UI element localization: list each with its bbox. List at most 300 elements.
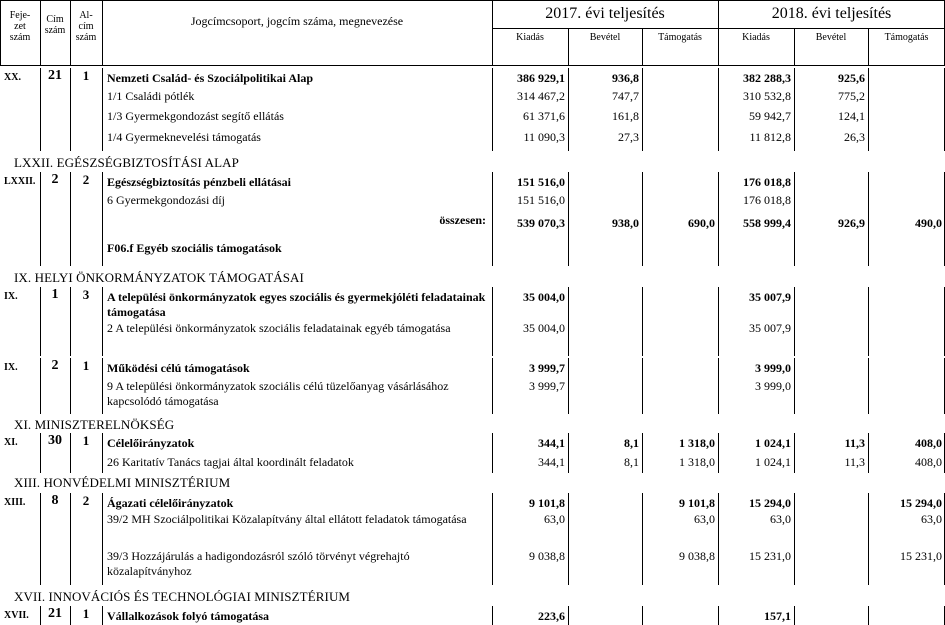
row-divider — [868, 548, 869, 585]
header-vline — [642, 28, 643, 66]
amount-cell: 151 516,0 — [517, 193, 565, 207]
row-divider — [794, 88, 795, 108]
row-divider — [642, 129, 643, 151]
row-divider — [492, 68, 493, 88]
table-row — [0, 548, 945, 585]
row-divider — [492, 378, 493, 414]
amount-cell: 925,6 — [838, 71, 865, 85]
row-divider — [568, 108, 569, 129]
row-divider — [40, 511, 41, 548]
row-divider — [40, 88, 41, 108]
header-vline — [0, 0, 1, 66]
row-divider — [718, 238, 719, 266]
amount-cell: 310 532,8 — [743, 89, 791, 103]
table-row — [0, 320, 945, 356]
table-row — [0, 511, 945, 548]
row-divider — [718, 213, 719, 238]
row-divider — [70, 68, 71, 88]
row-divider — [492, 320, 493, 356]
amount-cell: 539 070,3 — [517, 216, 565, 230]
amount-cell: 8,1 — [624, 436, 639, 450]
row-divider — [102, 378, 103, 414]
amount-cell: 938,0 — [612, 216, 639, 230]
row-divider — [794, 433, 795, 454]
row-divider — [718, 320, 719, 356]
amount-cell: 11,3 — [844, 436, 865, 450]
title-number: 1 — [51, 287, 59, 302]
row-divider — [642, 378, 643, 414]
row-divider — [568, 433, 569, 454]
row-divider — [642, 238, 643, 266]
amount-cell: 15 294,0 — [900, 496, 942, 510]
row-divider — [70, 88, 71, 108]
amount-cell: 3 999,7 — [529, 361, 565, 375]
row-divider — [794, 108, 795, 129]
row-divider — [492, 358, 493, 378]
amount-cell: 15 294,0 — [749, 496, 791, 510]
item-description: 26 Karitatív Tanács tagjai által koordinált feladatok — [107, 455, 354, 469]
row-divider — [70, 358, 71, 378]
row-divider — [718, 358, 719, 378]
item-description: 2 A települési önkormányzatok szociális feladatainak egyéb támogatása — [107, 321, 451, 335]
item-description: Működési célú támogatások — [107, 361, 250, 375]
table-header — [0, 0, 945, 66]
row-divider — [102, 88, 103, 108]
row-divider — [568, 213, 569, 238]
row-divider — [70, 108, 71, 129]
row-divider — [568, 493, 569, 511]
header-vline — [40, 0, 41, 66]
row-divider — [492, 108, 493, 129]
title-number: 21 — [48, 68, 62, 83]
table-row — [0, 433, 945, 454]
amount-cell: 63,0 — [921, 512, 942, 526]
item-description: Ágazati célelőirányzatok — [107, 496, 234, 510]
amount-cell: 161,8 — [612, 109, 639, 123]
row-divider — [642, 172, 643, 192]
row-divider — [868, 287, 869, 320]
section-title: XVII. INNOVÁCIÓS ÉS TECHNOLÓGIAI MINISZTÉRIUM — [14, 589, 351, 604]
row-divider — [70, 433, 71, 454]
subtitle-number: 2 — [82, 172, 90, 187]
table-row — [0, 192, 945, 213]
row-divider — [868, 213, 869, 238]
amount-cell: 408,0 — [915, 455, 942, 469]
row-divider — [868, 129, 869, 151]
subtitle-number: 1 — [82, 68, 90, 83]
table-row — [0, 213, 945, 238]
row-divider — [868, 493, 869, 511]
item-description: összesen: — [439, 213, 486, 227]
item-description: F06.f Egyéb szociális támogatások — [107, 241, 282, 255]
row-divider — [492, 511, 493, 548]
row-divider — [492, 172, 493, 192]
row-divider — [568, 320, 569, 356]
row-divider — [794, 454, 795, 473]
amount-cell: 35 004,0 — [523, 290, 565, 304]
row-divider — [40, 238, 41, 266]
row-divider — [794, 129, 795, 151]
row-divider — [718, 172, 719, 192]
row-divider — [642, 454, 643, 473]
subtitle-number: 1 — [82, 606, 90, 621]
amount-cell: 386 929,1 — [517, 71, 565, 85]
amount-cell: 3 999,7 — [529, 379, 565, 393]
row-divider — [40, 454, 41, 473]
amount-cell: 63,0 — [694, 512, 715, 526]
item-description: 1/4 Gyermeknevelési támogatás — [107, 130, 261, 144]
amount-cell: 35 007,9 — [749, 290, 791, 304]
row-divider — [102, 213, 103, 238]
row-divider — [40, 213, 41, 238]
row-divider — [492, 433, 493, 454]
row-divider — [794, 511, 795, 548]
row-divider — [718, 493, 719, 511]
row-divider — [868, 88, 869, 108]
row-divider — [40, 358, 41, 378]
table-row — [0, 454, 945, 473]
header-vline — [492, 0, 493, 66]
amount-cell: 490,0 — [915, 216, 942, 230]
row-divider — [568, 68, 569, 88]
row-divider — [718, 88, 719, 108]
table-row — [0, 108, 945, 129]
amount-cell: 3 999,0 — [755, 379, 791, 393]
row-divider — [102, 511, 103, 548]
row-divider — [568, 88, 569, 108]
row-divider — [568, 287, 569, 320]
section-heading — [0, 473, 945, 493]
amount-cell: 9 101,8 — [679, 496, 715, 510]
amount-cell: 35 007,9 — [749, 321, 791, 335]
amount-cell: 124,1 — [838, 109, 865, 123]
item-description: 39/3 Hozzájárulás a hadigondozásról szóló törvényt végrehajtó közalapítványhoz — [107, 549, 410, 578]
row-divider — [642, 606, 643, 625]
amount-cell: 63,0 — [770, 512, 791, 526]
row-divider — [70, 129, 71, 151]
amount-cell: 11 090,3 — [523, 130, 565, 144]
amount-cell: 558 999,4 — [743, 216, 791, 230]
row-divider — [568, 548, 569, 585]
row-divider — [70, 172, 71, 192]
row-divider — [102, 68, 103, 88]
row-divider — [102, 108, 103, 129]
row-divider — [642, 88, 643, 108]
header-fejezet: Feje- zet szám — [9, 10, 31, 43]
row-divider — [642, 511, 643, 548]
amount-cell: 1 318,0 — [679, 436, 715, 450]
row-divider — [568, 129, 569, 151]
row-divider — [568, 358, 569, 378]
header-cim: Cím szám — [44, 14, 66, 36]
row-divider — [794, 320, 795, 356]
row-divider — [642, 433, 643, 454]
header-vline — [868, 28, 869, 66]
chapter-number: LXXII. — [4, 176, 36, 187]
row-divider — [40, 108, 41, 129]
amount-cell: 35 004,0 — [523, 321, 565, 335]
section-heading — [0, 153, 945, 172]
section-title: LXXII. EGÉSZSÉGBIZTOSÍTÁSI ALAP — [14, 155, 239, 170]
item-description: Vállalkozások folyó támogatása — [107, 609, 269, 623]
item-description: 1/1 Családi pótlék — [107, 89, 195, 103]
amount-cell: 936,8 — [612, 71, 639, 85]
amount-cell: 9 101,8 — [529, 496, 565, 510]
amount-cell: 344,1 — [538, 455, 565, 469]
table-row — [0, 378, 945, 414]
table-row — [0, 606, 945, 625]
item-description: 6 Gyermekgondozási díj — [107, 193, 225, 207]
row-divider — [102, 238, 103, 266]
row-divider — [492, 606, 493, 625]
row-divider — [102, 493, 103, 511]
row-divider — [794, 238, 795, 266]
header-kiadas-2018: Kiadás — [742, 32, 770, 43]
chapter-number: XX. — [4, 72, 21, 83]
title-number: 2 — [51, 358, 59, 373]
amount-cell: 9 038,8 — [529, 549, 565, 563]
row-divider — [718, 454, 719, 473]
row-divider — [492, 88, 493, 108]
row-divider — [102, 287, 103, 320]
header-tamogatas-2017: Támogatás — [658, 32, 702, 43]
header-alcim: Al- cím szám — [75, 10, 97, 43]
row-divider — [492, 454, 493, 473]
row-divider — [70, 606, 71, 625]
row-divider — [40, 548, 41, 585]
amount-cell: 157,1 — [764, 609, 791, 623]
row-divider — [492, 213, 493, 238]
row-divider — [70, 454, 71, 473]
chapter-number: XIII. — [4, 497, 26, 508]
row-divider — [794, 378, 795, 414]
row-divider — [102, 358, 103, 378]
amount-cell: 176 018,8 — [743, 193, 791, 207]
table-row — [0, 88, 945, 108]
chapter-number: IX. — [4, 362, 18, 373]
amount-cell: 27,3 — [618, 130, 639, 144]
item-description: A települési önkormányzatok egyes szociális és gyermekjóléti feladatainak támogatása — [107, 290, 486, 319]
row-divider — [794, 606, 795, 625]
row-divider — [868, 511, 869, 548]
row-divider — [868, 606, 869, 625]
amount-cell: 8,1 — [624, 455, 639, 469]
row-divider — [642, 358, 643, 378]
row-divider — [70, 548, 71, 585]
row-divider — [794, 172, 795, 192]
row-divider — [40, 287, 41, 320]
row-divider — [102, 548, 103, 585]
item-description: Egészségbiztosítás pénzbeli ellátásai — [107, 175, 291, 189]
header-vline — [102, 0, 103, 66]
amount-cell: 3 999,0 — [755, 361, 791, 375]
title-number: 8 — [51, 493, 59, 508]
amount-cell: 1 024,1 — [755, 436, 791, 450]
row-divider — [718, 548, 719, 585]
amount-cell: 151 516,0 — [517, 175, 565, 189]
row-divider — [40, 320, 41, 356]
table-row — [0, 238, 945, 266]
table-row — [0, 287, 945, 320]
chapter-number: XVII. — [4, 610, 29, 621]
table-row — [0, 68, 945, 88]
header-tamogatas-2018: Támogatás — [884, 32, 929, 43]
section-title: XIII. HONVÉDELMI MINISZTÉRIUM — [14, 475, 231, 490]
amount-cell: 344,1 — [538, 436, 565, 450]
item-description: 39/2 MH Szociálpolitikai Közalapítvány által ellátott feladatok támogatása — [107, 512, 467, 526]
row-divider — [868, 454, 869, 473]
header-kiadas-2017: Kiadás — [516, 32, 544, 43]
row-divider — [102, 320, 103, 356]
header-bottom-border — [0, 65, 945, 66]
amount-cell: 176 018,8 — [743, 175, 791, 189]
header-year-2017: 2017. évi teljesítés — [545, 5, 665, 22]
row-divider — [492, 192, 493, 213]
header-vline — [794, 28, 795, 66]
table-row — [0, 358, 945, 378]
header-bevetel-2018: Bevétel — [815, 32, 847, 43]
row-divider — [642, 108, 643, 129]
row-divider — [868, 358, 869, 378]
row-divider — [718, 378, 719, 414]
amount-cell: 15 231,0 — [900, 549, 942, 563]
header-vline — [718, 0, 719, 66]
section-title: IX. HELYI ÖNKORMÁNYZATOK TÁMOGATÁSAI — [14, 270, 304, 285]
row-divider — [794, 548, 795, 585]
amount-cell: 223,6 — [538, 609, 565, 623]
row-divider — [718, 129, 719, 151]
row-divider — [102, 172, 103, 192]
amount-cell: 690,0 — [688, 216, 715, 230]
row-divider — [642, 68, 643, 88]
row-divider — [102, 129, 103, 151]
amount-cell: 9 038,8 — [679, 549, 715, 563]
row-divider — [40, 378, 41, 414]
row-divider — [642, 192, 643, 213]
row-divider — [102, 606, 103, 625]
amount-cell: 314 467,2 — [517, 89, 565, 103]
item-description: 9 A települési önkormányzatok szociális célú tüzelőanyag vásárlásához kapcsolódó támogatása — [107, 379, 449, 408]
row-divider — [568, 606, 569, 625]
row-divider — [70, 511, 71, 548]
subtitle-number: 2 — [82, 493, 90, 508]
row-divider — [70, 192, 71, 213]
amount-cell: 59 942,7 — [749, 109, 791, 123]
amount-cell: 747,7 — [612, 89, 639, 103]
row-divider — [642, 287, 643, 320]
row-divider — [794, 358, 795, 378]
row-divider — [642, 548, 643, 585]
row-divider — [868, 320, 869, 356]
row-divider — [102, 454, 103, 473]
row-divider — [492, 548, 493, 585]
chapter-number: IX. — [4, 291, 18, 302]
row-divider — [868, 433, 869, 454]
section-heading — [0, 415, 945, 433]
row-divider — [492, 238, 493, 266]
row-divider — [70, 493, 71, 511]
row-divider — [568, 378, 569, 414]
row-divider — [868, 378, 869, 414]
amount-cell: 11,3 — [844, 455, 865, 469]
item-description: Nemzeti Család- és Szociálpolitikai Alap — [107, 71, 313, 85]
row-divider — [718, 606, 719, 625]
row-divider — [568, 172, 569, 192]
row-divider — [492, 129, 493, 151]
row-divider — [40, 433, 41, 454]
row-divider — [492, 287, 493, 320]
row-divider — [568, 238, 569, 266]
amount-cell: 1 024,1 — [755, 455, 791, 469]
row-divider — [642, 320, 643, 356]
row-divider — [40, 606, 41, 625]
header-top-border — [0, 0, 945, 1]
amount-cell: 382 288,3 — [743, 71, 791, 85]
row-divider — [718, 287, 719, 320]
section-heading — [0, 587, 945, 606]
subtitle-number: 3 — [82, 287, 90, 302]
row-divider — [794, 68, 795, 88]
amount-cell: 1 318,0 — [679, 455, 715, 469]
row-divider — [70, 287, 71, 320]
item-description: 1/3 Gyermekgondozást segítő ellátás — [107, 109, 284, 123]
row-divider — [40, 129, 41, 151]
amount-cell: 26,3 — [844, 130, 865, 144]
row-divider — [868, 172, 869, 192]
header-year-2018: 2018. évi teljesítés — [771, 5, 892, 22]
row-divider — [102, 433, 103, 454]
row-divider — [794, 493, 795, 511]
row-divider — [70, 378, 71, 414]
row-divider — [718, 511, 719, 548]
title-number: 30 — [48, 433, 62, 448]
table-row — [0, 129, 945, 151]
row-divider — [642, 213, 643, 238]
subtitle-number: 1 — [82, 358, 90, 373]
amount-cell: 11 812,8 — [749, 130, 791, 144]
amount-cell: 61 371,6 — [523, 109, 565, 123]
chapter-number: XI. — [4, 437, 18, 448]
header-vline — [568, 28, 569, 66]
subtitle-number: 1 — [82, 433, 90, 448]
amount-cell: 926,9 — [838, 216, 865, 230]
row-divider — [794, 287, 795, 320]
amount-cell: 15 231,0 — [749, 549, 791, 563]
row-divider — [568, 192, 569, 213]
table-row — [0, 493, 945, 511]
row-divider — [868, 238, 869, 266]
header-description: Jogcímcsoport, jogcím száma, megnevezése — [190, 14, 404, 28]
title-number: 2 — [51, 172, 59, 187]
row-divider — [70, 320, 71, 356]
row-divider — [794, 192, 795, 213]
row-divider — [794, 213, 795, 238]
row-divider — [868, 192, 869, 213]
row-divider — [70, 238, 71, 266]
row-divider — [492, 493, 493, 511]
amount-cell: 408,0 — [915, 436, 942, 450]
table-row — [0, 172, 945, 192]
row-divider — [40, 493, 41, 511]
title-number: 21 — [48, 606, 62, 621]
row-divider — [70, 213, 71, 238]
section-heading — [0, 268, 945, 287]
row-divider — [568, 454, 569, 473]
header-vline — [70, 0, 71, 66]
amount-cell: 63,0 — [544, 512, 565, 526]
header-bevetel-2017: Bevétel — [589, 32, 621, 43]
section-title: XI. MINISZTERELNÖKSÉG — [14, 417, 175, 432]
